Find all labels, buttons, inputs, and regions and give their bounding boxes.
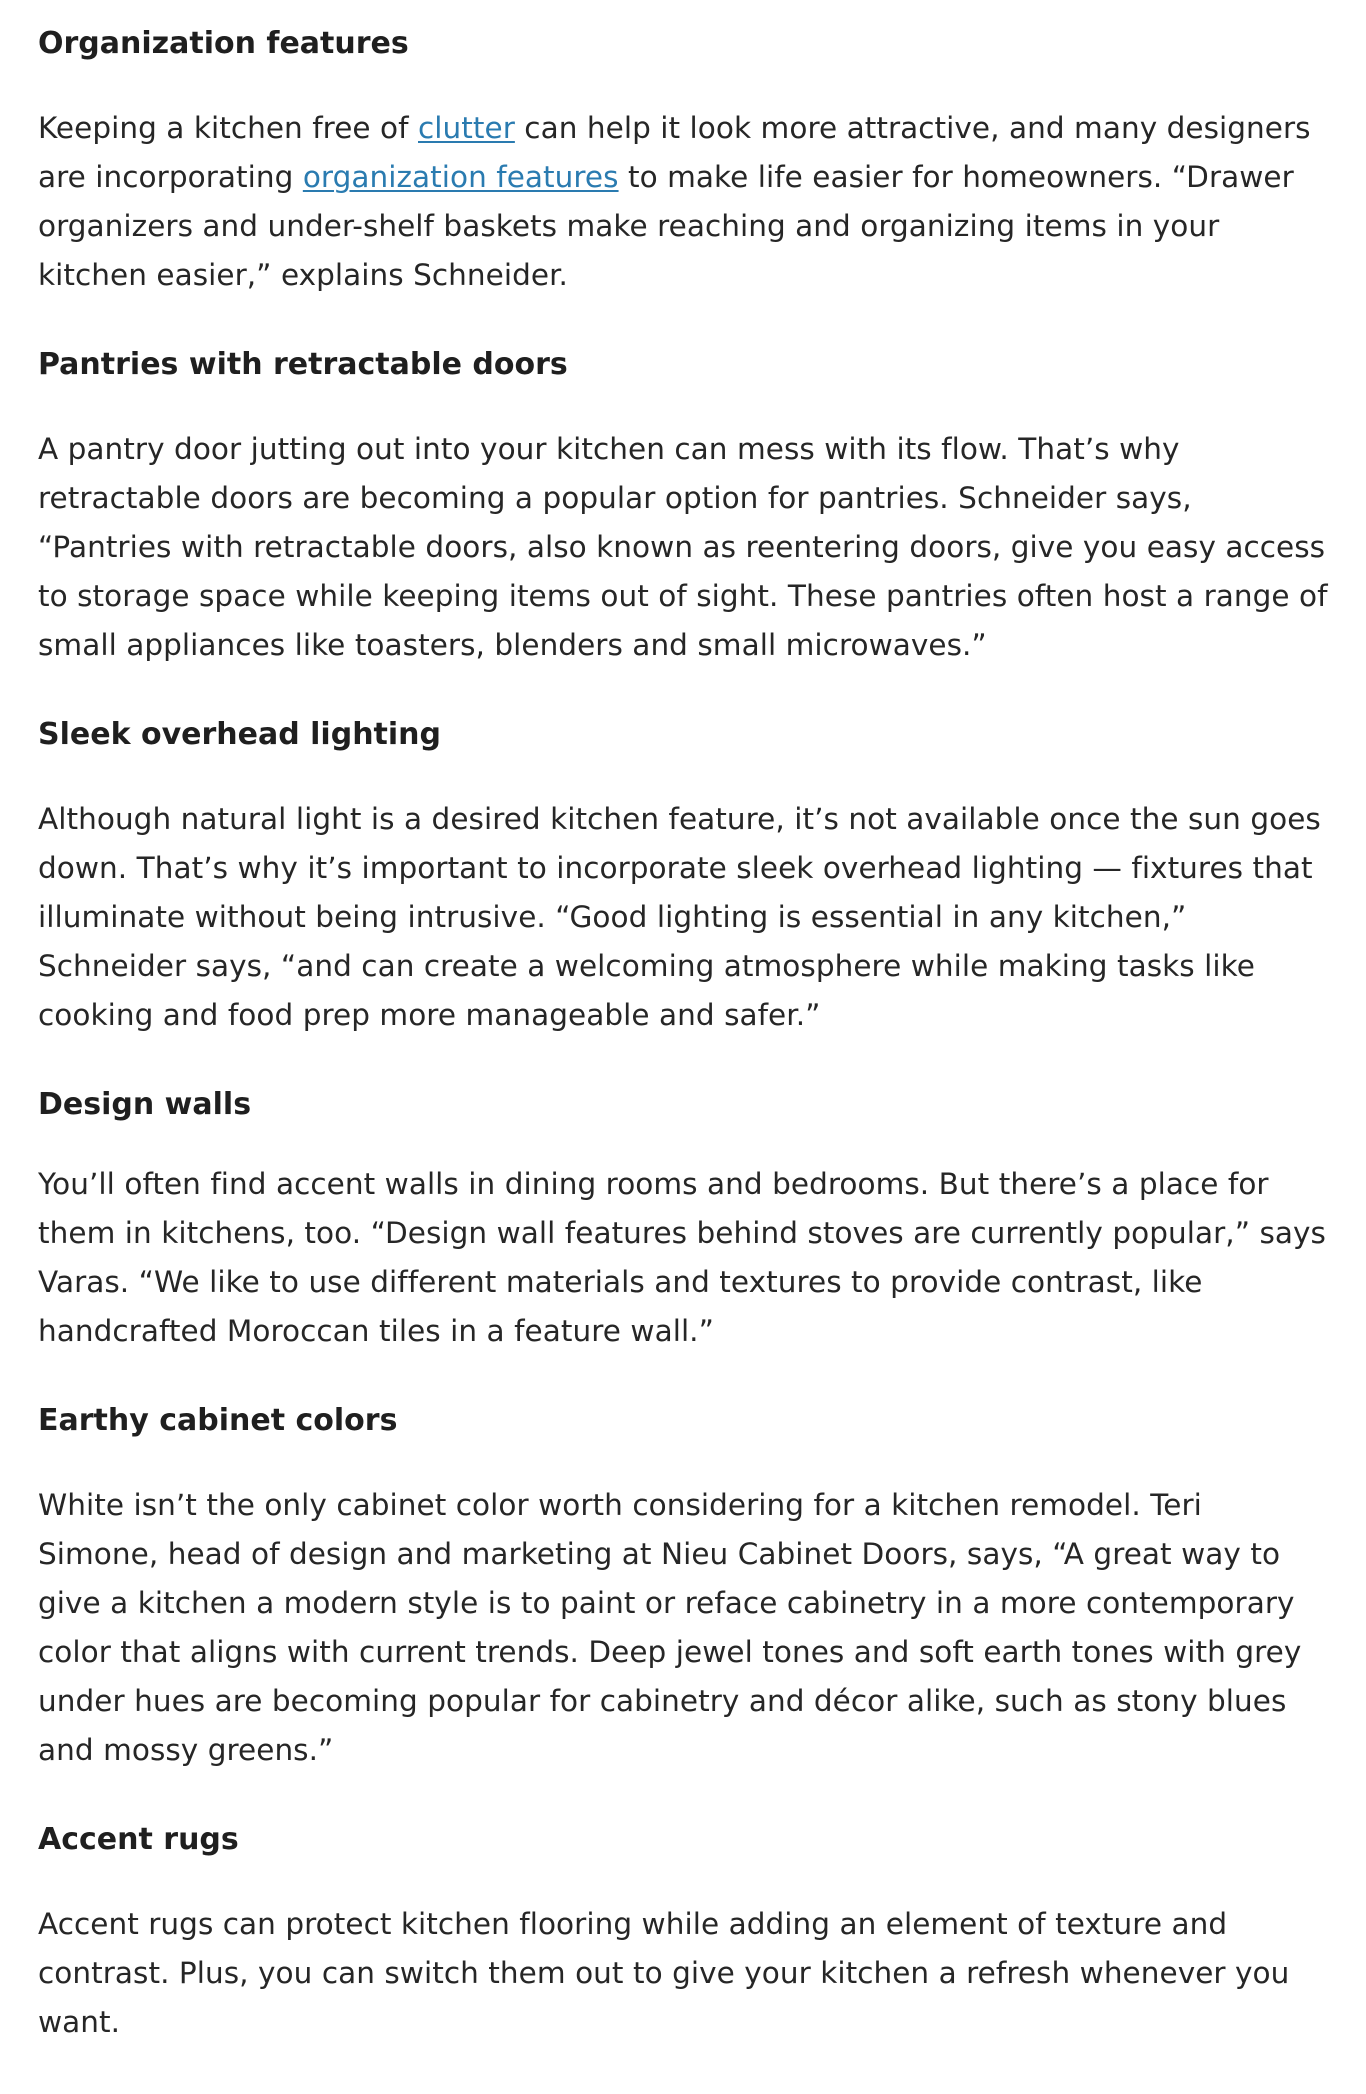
section-heading: Accent rugs	[38, 1822, 239, 1857]
organization-features-link[interactable]: organization features	[302, 160, 619, 194]
section-heading: Earthy cabinet colors	[38, 1403, 398, 1438]
section-pantries-retractable-doors	[38, 345, 1338, 670]
section-heading: Organization features	[38, 26, 409, 61]
section-earthy-cabinet-colors	[38, 1401, 1338, 1775]
section-paragraph: You’ll often find accent walls in dining rooms and bedrooms. But there’s a place for them in kitchens, too. “Design wall features behind stoves are currently popular,” says Varas. “We like to use different materials and textures to provide contrast, like handcrafted Moroccan tiles in a feature wall.”	[38, 1167, 1326, 1348]
clutter-link[interactable]: clutter	[418, 111, 515, 145]
section-heading: Sleek overhead lighting	[38, 717, 442, 752]
section-paragraph: A pantry door jutting out into your kitchen can mess with its flow. That’s why retractable doors are becoming a popular option for pantries. Schneider says, “Pantries with retractable doors, also known as reentering doors, give you easy access to storage space while keeping items out of sight. These pantries often host a range of small appliances like toasters, blenders and small microwaves.”	[38, 432, 1328, 662]
section-heading: Design walls	[38, 1087, 252, 1122]
section-paragraph: Although natural light is a desired kitchen feature, it’s not available once the sun goes down. That’s why it’s important to incorporate sleek overhead lighting — fixtures that illuminate without being intrusive. “Good lighting is essential in any kitchen,” Schneider says, “and can create a welcoming atmosphere while making tasks like cooking and food prep more manageable and safer.”	[38, 802, 1321, 1032]
section-heading: Pantries with retractable doors	[38, 347, 568, 382]
section-paragraph: White isn’t the only cabinet color worth considering for a kitchen remodel. Teri Simone, head of design and marketing at Nieu Cabinet Doors, says, “A great way to give a kitchen a modern style is to paint or reface cabinetry in a more contemporary color that aligns with current trends. Deep jewel tones and soft earth tones with grey under hues are becoming popular for cabinetry and décor alike, such as stony blues and mossy greens.”	[38, 1488, 1302, 1767]
section-paragraph: Keeping a kitchen free of clutter can help it look more attractive, and many designers are incorporating organization features to make life easier for homeowners. “Drawer organizers and under-shelf baskets make reaching and organizing items in your kitchen easier,” explains Schneider.	[38, 111, 1311, 292]
section-organization-features	[38, 0, 1338, 300]
section-sleek-overhead-lighting	[38, 715, 1338, 1040]
section-paragraph: Accent rugs can protect kitchen flooring while adding an element of texture and contrast. Plus, you can switch them out to give your kitchen a refresh whenever you want.	[38, 1907, 1290, 2039]
section-design-walls	[38, 1085, 1338, 1356]
article-body	[38, 0, 1338, 2047]
section-accent-rugs	[38, 1820, 1338, 2047]
